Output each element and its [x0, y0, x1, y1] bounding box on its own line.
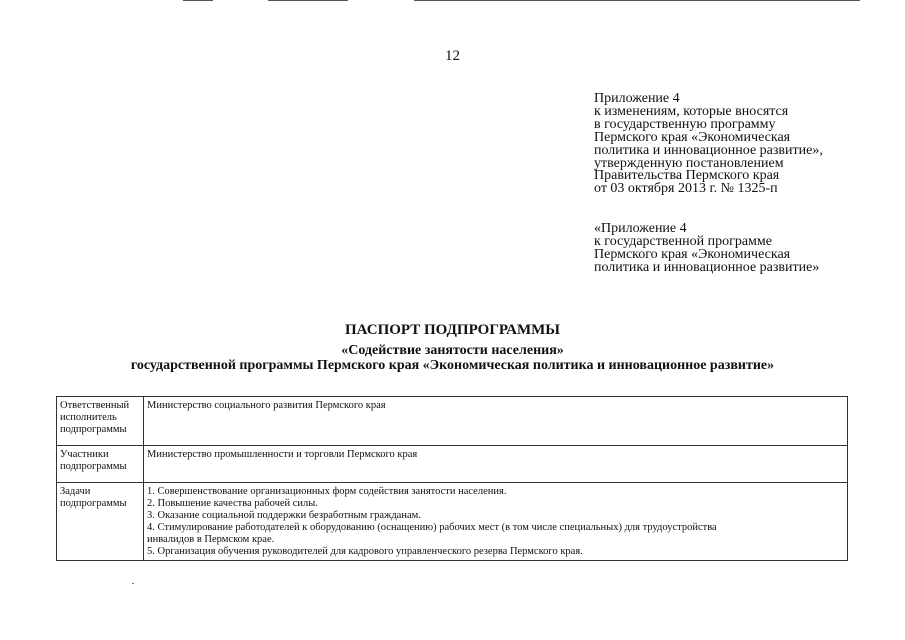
row-label-cell — [57, 483, 144, 561]
appendix-note-line: утвержденную постановлением — [594, 155, 784, 171]
appendix-note-line: политика и инновационное развитие», — [594, 142, 823, 158]
tasks-cell — [144, 483, 848, 561]
appendix-quote-line: к государственной программе — [594, 233, 772, 249]
appendix-quote — [594, 223, 894, 275]
task-item: 2. Повышение качества рабочей силы. — [147, 498, 318, 509]
top-edge-rule — [268, 0, 348, 1]
table-row — [57, 446, 848, 483]
row-label-cell — [57, 397, 144, 446]
appendix-note-line: от 03 октября 2013 г. № 1325-п — [594, 181, 778, 197]
appendix-note-line: Правительства Пермского края — [594, 168, 780, 184]
document-title: ПАСПОРТ ПОДПРОГРАММЫ — [344, 322, 560, 338]
appendix-quote-line: «Приложение 4 — [594, 221, 687, 236]
appendix-quote-line: Пермского края «Экономическая — [594, 246, 791, 262]
row-label-line: исполнитель — [60, 412, 117, 423]
document-heading — [0, 322, 905, 373]
table-row — [57, 483, 848, 561]
scan-speck — [132, 583, 134, 584]
appendix-quote-line: политика и инновационное развитие» — [594, 259, 820, 275]
page-number: 12 — [445, 48, 460, 64]
task-item: 3. Оказание социальной поддержки безработным гражданам. — [147, 510, 421, 521]
task-item: 5. Организация обучения руководителей для кадрового управленческого резерва Пермского края. — [147, 546, 583, 557]
appendix-note-line: в государственную программу — [594, 116, 776, 132]
program-name: государственной программы Пермского края «Экономическая политика и инновационное развитие» — [130, 358, 775, 373]
row-label-line: подпрограммы — [60, 424, 127, 435]
row-label-line: подпрограммы — [60, 498, 127, 509]
appendix-note-line: Пермского края «Экономическая — [594, 129, 791, 145]
row-label-line: Участники — [60, 449, 109, 460]
top-edge-rule — [183, 0, 213, 1]
row-label-cell — [57, 446, 144, 483]
row-value-cell: Министерство социального развития Пермского края — [144, 397, 848, 446]
appendix-note-line: Приложение 4 — [594, 91, 680, 106]
subprogram-name: «Содействие занятости населения» — [341, 343, 564, 358]
top-edge-rule — [414, 0, 860, 1]
task-item: 1. Совершенствование организационных форм содействия занятости населения. — [147, 486, 507, 497]
row-label-line: Задачи — [60, 486, 91, 497]
row-value-cell: Министерство промышленности и торговли Пермского края — [144, 446, 848, 483]
appendix-note — [594, 93, 894, 196]
row-label-line: подпрограммы — [60, 461, 127, 472]
passport-table — [56, 396, 848, 561]
table-row — [57, 397, 848, 446]
task-item: инвалидов в Пермском крае. — [147, 534, 275, 545]
appendix-note-line: к изменениям, которые вносятся — [594, 103, 789, 119]
row-label-line: Ответственный — [60, 400, 130, 411]
task-item: 4. Стимулирование работодателей к оборудованию (оснащению) рабочих мест (в том числе специальных) для трудоустройства — [147, 522, 717, 533]
